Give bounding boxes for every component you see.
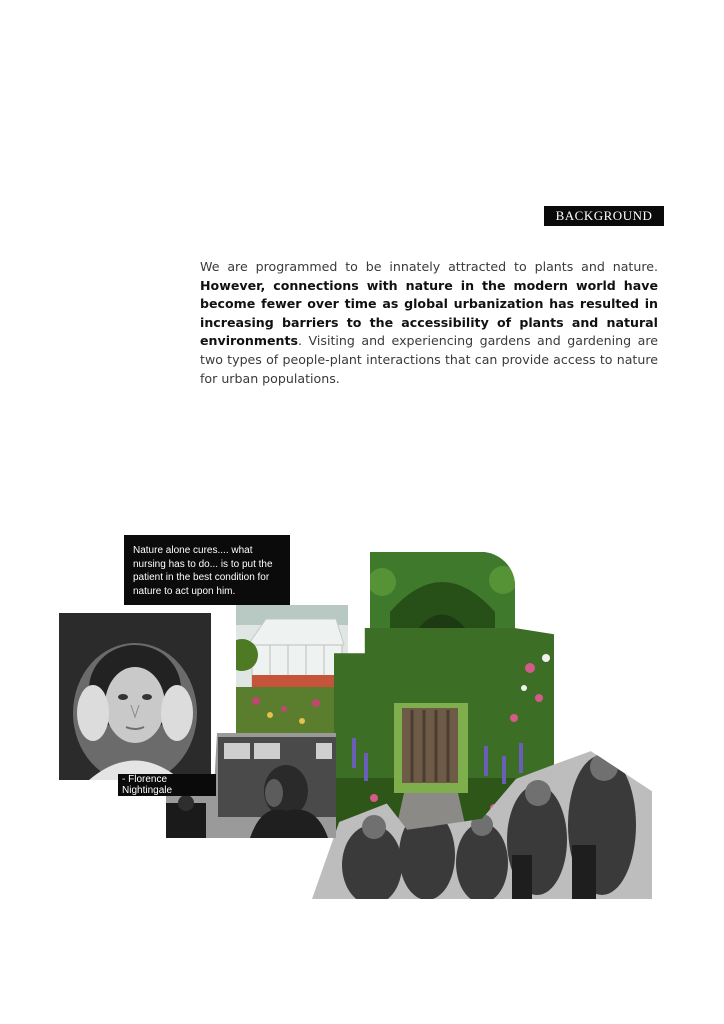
greenhouse-photo — [236, 605, 348, 735]
portrait-illustration — [59, 613, 211, 780]
attribution-label: - Florence Nightingale — [118, 774, 216, 796]
greenhouse-illustration — [236, 605, 348, 735]
closing-sentence: Visiting and experiencing gardens and gardening are two types of people-plant interactions that can provide access to nature for urban populations. — [200, 333, 658, 386]
intro-sentence: We are programmed to be innately attracted to plants and nature. — [200, 259, 658, 274]
section-tag: BACKGROUND — [544, 206, 664, 226]
emphasis-sentence: However, connections with nature in the modern world have become fewer over time as global urbanization has resulted in increasing barriers to the accessibility of plants and natural environments — [200, 277, 658, 349]
nightingale-portrait — [59, 613, 211, 780]
emphasis-period: . — [298, 333, 303, 349]
quote-bubble: Nature alone cures.... what nursing has to do... is to put the patient in the best condition for nature to act upon him. — [124, 535, 290, 605]
background-paragraph — [200, 258, 658, 388]
